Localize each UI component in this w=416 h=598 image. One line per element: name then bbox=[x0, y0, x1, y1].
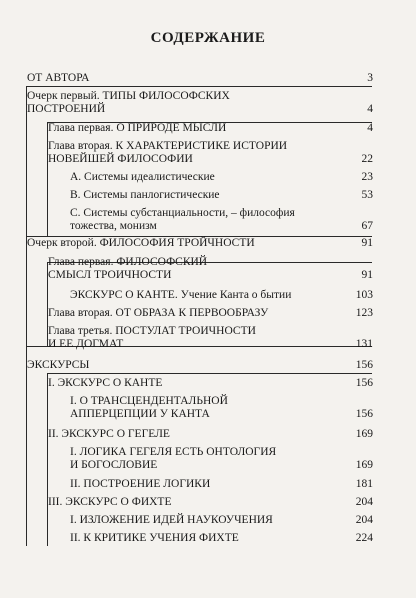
divider-line bbox=[47, 373, 372, 374]
toc-entry[interactable]: Глава первая. ФИЛОСОФСКИЙ СМЫСЛ ТРОИЧНОСТИ 91 bbox=[48, 256, 373, 281]
toc-entry[interactable]: I. О ТРАНСЦЕНДЕНТАЛЬНОЙ АППЕРЦЕПЦИИ У КАНТА 156 bbox=[70, 395, 373, 420]
toc-entry[interactable]: В. Системы панлогистические 53 bbox=[70, 189, 373, 201]
toc-entry[interactable]: А. Системы идеалистические 23 bbox=[70, 171, 373, 183]
toc-entry[interactable]: ЭКСКУРСЫ 156 bbox=[27, 359, 373, 371]
toc-entry[interactable]: Глава вторая. К ХАРАКТЕРИСТИКЕ ИСТОРИИ НОВЕЙШЕЙ ФИЛОСОФИИ 22 bbox=[48, 140, 373, 165]
toc-entry[interactable]: Глава первая. О ПРИРОДЕ МЫСЛИ 4 bbox=[48, 122, 373, 134]
toc-entry[interactable]: Глава вторая. ОТ ОБРАЗА К ПЕРВООБРАЗУ 123 bbox=[48, 307, 373, 319]
toc-entry[interactable]: ОТ АВТОРА 3 bbox=[27, 72, 373, 84]
toc-entry[interactable]: II. ЭКСКУРС О ГЕГЕЛЕ 169 bbox=[48, 428, 373, 440]
toc-entry[interactable]: Очерк второй. ФИЛОСОФИЯ ТРОЙЧНОСТИ 91 bbox=[27, 237, 373, 249]
toc-entry[interactable]: I. ЭКСКУРС О КАНТЕ 156 bbox=[48, 377, 373, 389]
toc-entry[interactable]: I. ЛОГИКА ГЕГЕЛЯ ЕСТЬ ОНТОЛОГИЯ И БОГОСЛОВИЕ 169 bbox=[70, 446, 373, 471]
divider-line bbox=[47, 373, 48, 546]
toc-entry[interactable]: С. Системы субстанциальности, – философия тожества, монизм 67 bbox=[70, 207, 373, 232]
toc-entry[interactable]: Глава третья. ПОСТУЛАТ ТРОИЧНОСТИ И ЕЕ ДОГМАТ 131 bbox=[48, 325, 373, 350]
toc-entry[interactable]: II. ПОСТРОЕНИЕ ЛОГИКИ 181 bbox=[70, 478, 373, 490]
toc-entry[interactable]: III. ЭКСКУРС О ФИХТЕ 204 bbox=[48, 496, 373, 508]
page-title: СОДЕРЖАНИЕ bbox=[150, 30, 266, 46]
divider-line bbox=[26, 86, 372, 87]
divider-line bbox=[26, 346, 27, 546]
toc-entry[interactable]: Очерк первый. ТИПЫ ФИЛОСОФСКИХ ПОСТРОЕНИЙ 4 bbox=[27, 90, 373, 115]
toc-entry[interactable]: II. К КРИТИКЕ УЧЕНИЯ ФИХТЕ 224 bbox=[70, 532, 373, 544]
toc-entry[interactable]: ЭКСКУРС О КАНТЕ. Учение Канта о бытии 103 bbox=[70, 289, 373, 301]
divider-line bbox=[26, 236, 27, 346]
toc-entry[interactable]: I. ИЗЛОЖЕНИЕ ИДЕЙ НАУКОУЧЕНИЯ 204 bbox=[70, 514, 373, 526]
